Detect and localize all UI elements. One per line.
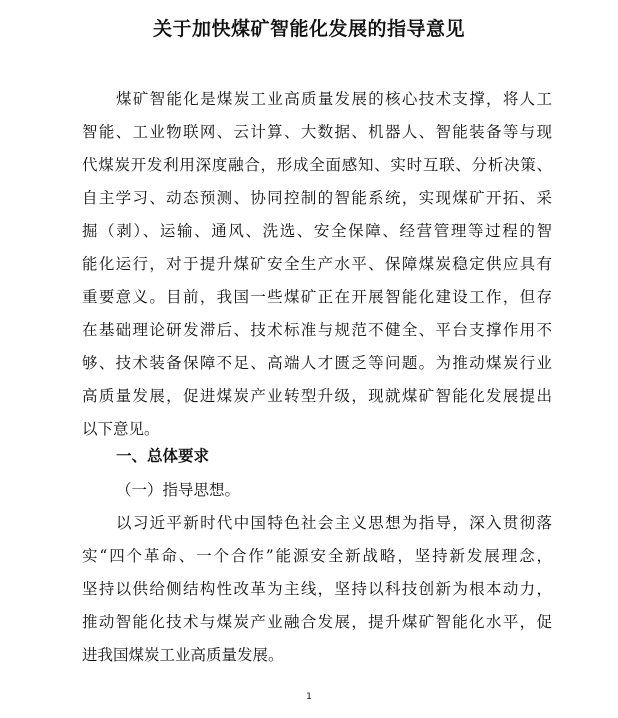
guiding-line: 推动智能化技术与煤炭产业融合发展，提升煤矿智能化水平，促 (82, 613, 552, 631)
intro-line: 够、技术装备保障不足、高端人才匮乏等问题。为推动煤炭行业 (82, 354, 552, 372)
intro-line: 在基础理论研发滞后、技术标准与规范不健全、平台支撑作用不 (82, 321, 552, 339)
intro-line: 煤矿智能化是煤炭工业高质量发展的核心技术支撑，将人工 (116, 90, 552, 108)
guiding-line: 实“四个革命、一个合作”能源安全新战略，坚持新发展理念， (82, 547, 552, 565)
guiding-line: 进我国煤炭工业高质量发展。 (82, 646, 284, 664)
intro-line: 智能、工业物联网、云计算、大数据、机器人、智能装备等与现 (82, 123, 552, 141)
guiding-line: 坚持以供给侧结构性改革为主线，坚持以科技创新为根本动力， (82, 580, 552, 598)
intro-line: 自主学习、动态预测、协同控制的智能系统，实现煤矿开拓、采 (82, 189, 552, 207)
intro-line: 重要意义。目前，我国一些煤矿正在开展智能化建设工作，但存 (82, 288, 552, 306)
guiding-line: 以习近平新时代中国特色社会主义思想为指导，深入贯彻落 (116, 514, 552, 532)
intro-line: 高质量发展，促进煤炭产业转型升级，现就煤矿智能化发展提出 (82, 387, 552, 405)
section-heading: 一、总体要求 (116, 446, 210, 465)
subsection-heading: （一）指导思想。 (116, 481, 241, 499)
intro-line: 掘（剥）、运输、通风、洗选、安全保障、经营管理等过程的智 (82, 222, 552, 240)
intro-line: 代煤炭开发利用深度融合，形成全面感知、实时互联、分析决策、 (82, 156, 552, 174)
page-number: 1 (306, 692, 312, 702)
intro-line: 能化运行，对于提升煤矿安全生产水平、保障煤炭稳定供应具有 (82, 255, 552, 273)
document-title: 关于加快煤矿智能化发展的指导意见 (152, 18, 465, 40)
intro-line: 以下意见。 (82, 420, 160, 438)
